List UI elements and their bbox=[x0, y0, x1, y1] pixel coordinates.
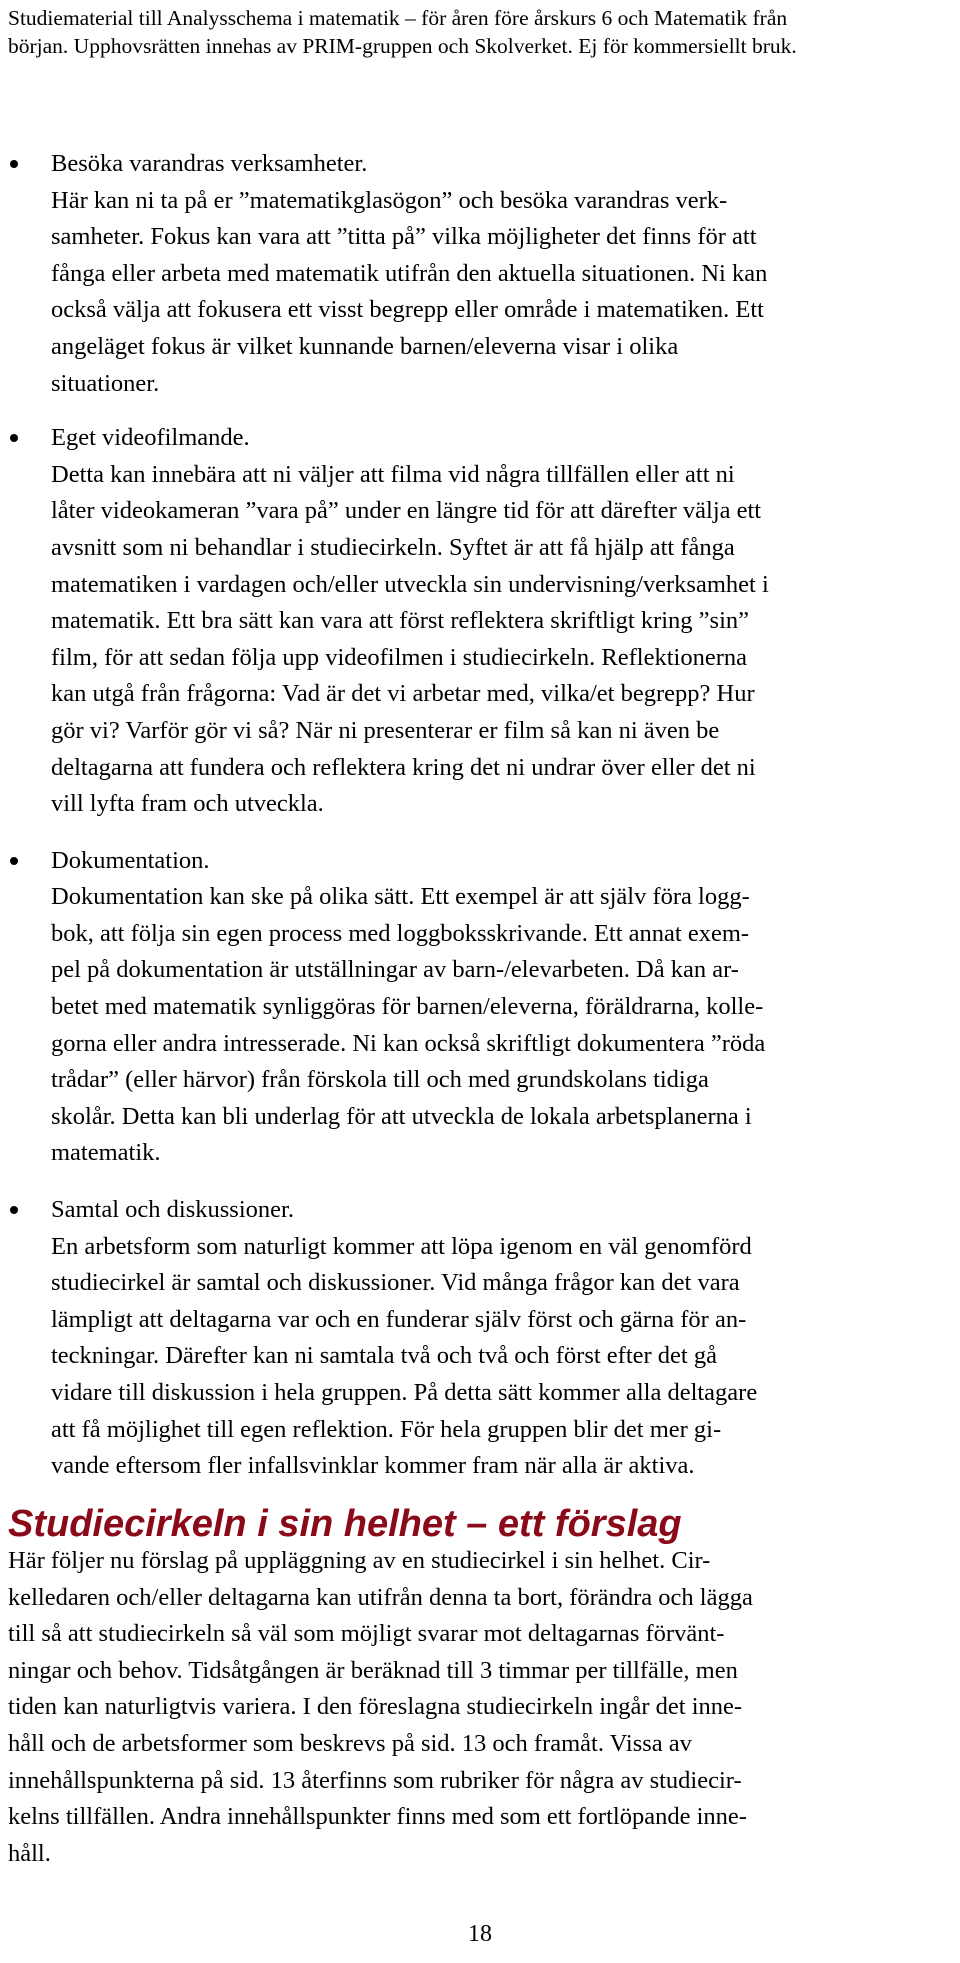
paragraph-line: kelns tillfällen. Andra innehållspunkter finns med som ett fortlöpande inne- bbox=[8, 1803, 747, 1831]
bullet-title: Dokumentation. bbox=[51, 846, 210, 874]
bullet-line: deltagarna att fundera och reflektera kring det ni undrar över eller det ni bbox=[51, 753, 756, 781]
paragraph-line: håll. bbox=[8, 1839, 51, 1867]
bullet-line: teckningar. Därefter kan ni samtala två och två och först efter det gå bbox=[51, 1342, 717, 1370]
bullet-title: Samtal och diskussioner. bbox=[51, 1196, 294, 1224]
bullet-line: gorna eller andra intresserade. Ni kan också skriftligt dokumentera ”röda bbox=[51, 1029, 766, 1057]
bullet-title: Besöka varandras verksamheter. bbox=[51, 150, 368, 177]
bullet-line: matematik. bbox=[51, 1139, 161, 1167]
bullet-line: vidare till diskussion i hela gruppen. På detta sätt kommer alla deltagare bbox=[51, 1379, 758, 1406]
bullet-line: situationer. bbox=[51, 369, 160, 397]
paragraph-line: Här följer nu förslag på uppläggning av en studiecirkel i sin helhet. Cir- bbox=[8, 1547, 711, 1574]
section-paragraph bbox=[8, 1543, 954, 1872]
bullet-icon bbox=[10, 1206, 18, 1214]
bullet-line: Här kan ni ta på er ”matematikglasögon” och besöka varandras verk- bbox=[51, 186, 728, 214]
page-number: 18 bbox=[468, 1921, 492, 1947]
bullet-line: kan utgå från frågorna: Vad är det vi arbetar med, vilka/et begrepp? Hur bbox=[51, 680, 755, 708]
bullet-line: gör vi? Varför gör vi så? När ni presenterar er film så kan ni även be bbox=[51, 716, 720, 744]
bullet-line: avsnitt som ni behandlar i studiecirkeln. Syftet är att få hjälp att fånga bbox=[51, 533, 735, 561]
bullet-item-documentation bbox=[0, 843, 960, 1172]
bullet-line: Dokumentation kan ske på olika sätt. Ett exempel är att själv föra logg- bbox=[51, 883, 750, 911]
bullet-title: Eget videofilmande. bbox=[51, 424, 250, 452]
bullet-line: också välja att fokusera ett visst begrepp eller område i matematiken. Ett bbox=[51, 296, 764, 324]
bullet-line: samheter. Fokus kan vara att ”titta på” vilka möjligheter det finns för att bbox=[51, 223, 757, 251]
paragraph-line: håll och de arbetsformer som beskrevs på sid. 13 och framåt. Vissa av bbox=[8, 1729, 692, 1757]
bullet-icon bbox=[10, 160, 18, 168]
bullet-item-video bbox=[0, 420, 960, 823]
bullet-line: Detta kan innebära att ni väljer att filma vid några tillfällen eller att ni bbox=[51, 460, 735, 488]
activity-bullet-list bbox=[0, 146, 960, 1505]
bullet-line: pel på dokumentation är utställningar av barn-/elevarbeten. Då kan ar- bbox=[51, 956, 739, 984]
bullet-line: En arbetsform som naturligt kommer att löpa igenom en väl genomförd bbox=[51, 1232, 752, 1260]
bullet-line: vill lyfta fram och utveckla. bbox=[51, 790, 324, 818]
paragraph-line: till så att studiecirkeln så väl som möjligt svarar mot deltagarnas förvänt- bbox=[8, 1620, 725, 1648]
bullet-item-discussion bbox=[0, 1192, 960, 1485]
bullet-line: betet med matematik synliggöras för barnen/eleverna, föräldrarna, kolle- bbox=[51, 993, 764, 1021]
bullet-line: lämpligt att deltagarna var och en funderar själv först och gärna för an- bbox=[51, 1305, 747, 1333]
header-line: Studiematerial till Analysschema i matematik – för åren före årskurs 6 och Matematik från bbox=[8, 6, 788, 30]
bullet-item-visit bbox=[0, 146, 960, 402]
paragraph-line: ningar och behov. Tidsåtgången är beräknad till 3 timmar per tillfälle, men bbox=[8, 1656, 738, 1684]
bullet-icon bbox=[10, 857, 18, 865]
bullet-line: matematik. Ett bra sätt kan vara att först reflektera skriftligt kring ”sin” bbox=[51, 607, 749, 635]
paragraph-line: kelledaren och/eller deltagarna kan utifrån denna ta bort, förändra och lägga bbox=[8, 1583, 753, 1611]
section-heading: Studiecirkeln i sin helhet – ett förslag bbox=[8, 1502, 682, 1545]
bullet-line: skolår. Detta kan bli underlag för att utveckla de lokala arbetsplanerna i bbox=[51, 1102, 752, 1130]
bullet-line: vande eftersom fler infallsvinklar kommer fram när alla är aktiva. bbox=[51, 1452, 695, 1480]
bullet-line: matematiken i vardagen och/eller utveckla sin undervisning/verksamhet i bbox=[51, 570, 769, 598]
bullet-line: att få möjlighet till egen reflektion. För hela gruppen blir det mer gi- bbox=[51, 1415, 722, 1443]
bullet-icon bbox=[10, 434, 18, 442]
header-line: början. Upphovsrätten innehas av PRIM-gruppen och Skolverket. Ej för kommersiellt bruk. bbox=[8, 34, 797, 58]
bullet-line: bok, att följa sin egen process med loggboksskrivande. Ett annat exem- bbox=[51, 919, 750, 947]
bullet-line: låter videokameran ”vara på” under en längre tid för att därefter välja ett bbox=[51, 497, 762, 525]
bullet-line: trådar” (eller härvor) från förskola till och med grundskolans tidiga bbox=[51, 1066, 709, 1094]
paragraph-line: innehållspunkterna på sid. 13 återfinns som rubriker för några av studiecir- bbox=[8, 1766, 742, 1794]
bullet-line: studiecirkel är samtal och diskussioner. Vid många frågor kan det vara bbox=[51, 1269, 740, 1297]
bullet-line: angeläget fokus är vilket kunnande barnen/eleverna visar i olika bbox=[51, 332, 679, 360]
paragraph-line: tiden kan naturligtvis variera. I den föreslagna studiecirkeln ingår det inne- bbox=[8, 1693, 743, 1721]
bullet-line: film, för att sedan följa upp videofilmen i studiecirkeln. Reflektionerna bbox=[51, 643, 748, 671]
bullet-line: fånga eller arbeta med matematik utifrån den aktuella situationen. Ni kan bbox=[51, 259, 768, 287]
copyright-header bbox=[8, 4, 954, 60]
